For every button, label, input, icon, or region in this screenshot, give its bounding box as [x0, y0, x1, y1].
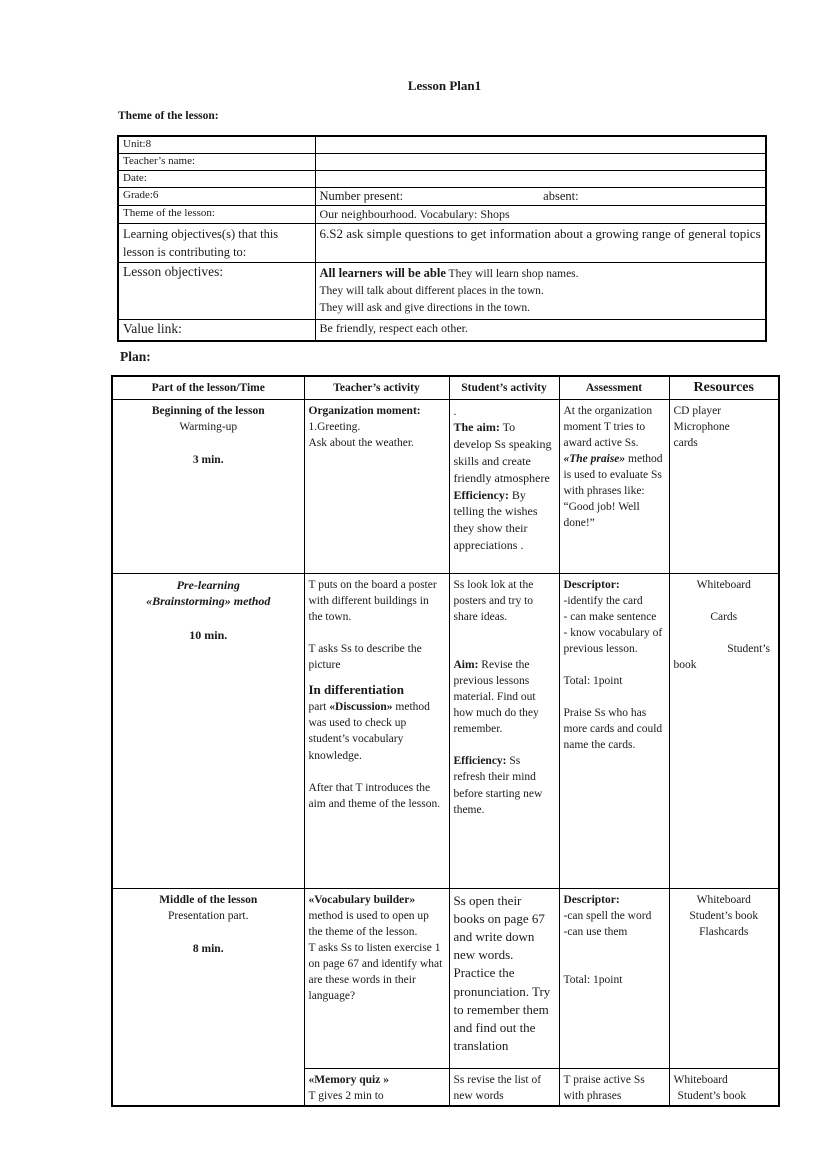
row1-part-subtitle: Warming-up — [179, 420, 238, 433]
row1-student-efficiency-text: By telling the wishes they show their appreciations . — [453, 487, 538, 552]
row2-teacher-cell — [304, 573, 449, 888]
resource-item: Whiteboard — [696, 578, 751, 591]
header-assessment: Assessment — [559, 376, 669, 399]
row2-part-cell — [112, 573, 304, 888]
info-row-lesson-objectives — [118, 262, 766, 319]
info-row-grade — [118, 187, 766, 205]
row3-teacher-p1-text: method is used to open up the theme of the lesson. — [308, 909, 429, 938]
plan-heading: Plan: — [120, 349, 151, 364]
lesson-objectives-value — [315, 262, 766, 319]
row1-student-efficiency — [454, 487, 555, 554]
row4-student-p1: Ss revise the list of new words — [453, 1073, 542, 1102]
learning-objectives-label: Learning objectives(s) that this lesson is contributing to: — [118, 223, 315, 262]
teacher-name-value — [315, 153, 766, 170]
row1-teacher-line: 1.Greeting. — [308, 420, 361, 433]
date-label: Date: — [118, 170, 315, 187]
learning-objectives-value: 6.S2 ask simple questions to get information about a growing range of general topics — [315, 223, 766, 262]
row2-resources-cell — [669, 573, 779, 888]
row1-assessment-cell — [559, 399, 669, 573]
row3-teacher-method: «Vocabulary builder» — [308, 893, 416, 906]
row2-teacher-p4: After that T introduces the aim and theme of the lesson. — [308, 781, 441, 810]
row1-part-time: 3 min. — [192, 453, 224, 466]
row2-student-cell — [449, 573, 559, 888]
row4-student-cell — [449, 1068, 559, 1106]
row3-student-p1: Ss open their books on page 67 and write down new words. Practice the pronunciation. Try to remember them and find out the translation — [453, 892, 551, 1054]
row1-assessment-p1: At the organization moment T tries to award active Ss. — [563, 404, 653, 449]
lesson-info-table — [117, 135, 767, 342]
row1-assessment-praise: «The praise» — [563, 452, 626, 465]
row2-part-time: 10 min. — [189, 628, 228, 643]
info-row-unit — [118, 136, 766, 153]
plan-header-row — [112, 376, 779, 399]
row2-teacher-discussion: «Discussion» — [329, 701, 393, 714]
resource-item: Flashcards — [699, 925, 749, 938]
theme-heading: Theme of the lesson: — [118, 110, 219, 122]
row1-part-cell — [112, 399, 304, 573]
plan-row-beginning — [112, 399, 779, 573]
theme-label: Theme of the lesson: — [118, 205, 315, 223]
info-row-learning-objectives — [118, 223, 766, 262]
row2-teacher-p3a: part — [308, 701, 327, 714]
row4-teacher-cell — [304, 1068, 449, 1106]
unit-value — [315, 136, 766, 153]
header-resources: Resources — [669, 376, 779, 399]
row2-assessment-criterion: - can make sentence — [563, 610, 657, 623]
value-link-value: Be friendly, respect each other. — [315, 319, 766, 341]
row1-teacher-cell — [304, 399, 449, 573]
row4-teacher-method: «Memory quiz » — [308, 1073, 389, 1086]
row2-part-method: «Brainstorming» method — [146, 594, 271, 609]
resource-item: Student’s — [727, 642, 770, 655]
row3-part-title: Middle of the lesson — [159, 893, 258, 906]
row1-teacher-heading: Organization moment: — [308, 404, 421, 417]
info-row-value-link — [118, 319, 766, 341]
row2-assessment-total: Total: 1point — [563, 675, 623, 688]
header-student-activity: Student’s activity — [449, 376, 559, 399]
info-row-theme — [118, 205, 766, 223]
row1-student-aim-text: To develop Ss speaking skills and create friendly atmosphere — [453, 420, 552, 485]
resource-item: Cards — [710, 610, 738, 623]
row3-part-cell — [112, 888, 304, 1106]
lesson-objectives-label: Lesson objectives: — [118, 262, 315, 319]
row2-teacher-p3b: method was used to check up student’s vocabulary knowledge. — [308, 701, 430, 762]
row3-teacher-cell — [304, 888, 449, 1068]
row3-part-subtitle: Presentation part. — [168, 909, 249, 922]
row1-student-efficiency-label: Efficiency: — [453, 487, 509, 502]
row2-assessment-descriptor: Descriptor: — [563, 578, 620, 591]
info-row-teacher — [118, 153, 766, 170]
row2-student-efficiency — [454, 753, 555, 817]
row3-assessment-criterion: -can use them — [563, 925, 628, 938]
row2-student-aim — [454, 657, 555, 737]
resource-item: Whiteboard — [673, 1073, 728, 1086]
row1-teacher-line: Ask about the weather. — [308, 436, 414, 449]
row3-student-cell — [449, 888, 559, 1068]
page-title: Lesson Plan1 — [407, 78, 482, 93]
header-part-of-lesson: Part of the lesson/Time — [112, 376, 304, 399]
row2-assessment-cell — [559, 573, 669, 888]
info-row-date — [118, 170, 766, 187]
resource-item: Whiteboard — [696, 893, 751, 906]
row4-assessment-cell — [559, 1068, 669, 1106]
row2-student-efficiency-text: Ss refresh their mind before starting new theme. — [453, 755, 543, 816]
row2-assessment-praise: Praise Ss who has more cards and could name the cards. — [563, 707, 663, 752]
row1-resources-cell — [669, 399, 779, 573]
lesson-objective-line: They will ask and give directions in the town. — [319, 302, 530, 315]
teacher-name-label: Teacher’s name: — [118, 153, 315, 170]
row2-student-aim-text: Revise the previous lessons material. Find out how much do they remember. — [453, 658, 539, 736]
row1-student-aim-label: The aim: — [453, 420, 500, 435]
plan-row-pre-learning — [112, 573, 779, 888]
row2-teacher-p3 — [309, 699, 445, 763]
row3-assessment-cell — [559, 888, 669, 1068]
unit-label: Unit:8 — [118, 136, 315, 153]
row3-teacher-p2: T asks Ss to listen exercise 1 on page 67 and identify what are these words in their language? — [308, 941, 443, 1003]
row2-teacher-differentiation: In differentiation — [308, 682, 404, 698]
row3-teacher-p1 — [309, 892, 445, 940]
plan-row-middle — [112, 888, 779, 1068]
row2-student-aim-label: Aim: — [453, 658, 479, 671]
lesson-objective-line: They will talk about different places in the town. — [319, 285, 544, 297]
lesson-objective-line — [320, 264, 762, 283]
row1-student-dot: . — [453, 403, 457, 418]
resource-item: CD player — [673, 404, 722, 417]
date-value — [315, 170, 766, 187]
value-link-label: Value link: — [118, 319, 315, 341]
row1-assessment-p2: method is used to evaluate Ss with phrases like: “Good job! Well done!” — [563, 452, 663, 530]
resource-item: Microphone — [673, 420, 730, 433]
grade-label: Grade:6 — [118, 187, 315, 205]
row1-part-title: Beginning of the lesson — [151, 404, 265, 417]
row2-assessment-criterion: -identify the card — [563, 594, 643, 607]
row2-part-title: Pre-learning — [176, 577, 240, 592]
row2-student-efficiency-label: Efficiency: — [453, 755, 507, 768]
row3-resources-cell — [669, 888, 779, 1068]
theme-value: Our neighbourhood. Vocabulary: Shops — [315, 205, 766, 223]
row1-assessment-text — [564, 403, 665, 532]
resource-item: Student’s book — [677, 1089, 747, 1102]
absent-label: absent: — [543, 188, 579, 203]
attendance-cell — [315, 187, 766, 205]
row2-student-p1: Ss look lok at the posters and try to share ideas. — [453, 578, 534, 623]
lesson-objective-text: They will learn shop names. — [448, 267, 579, 280]
plan-table — [111, 375, 780, 1107]
row2-teacher-p1: T puts on the board a poster with different buildings in the town. — [308, 578, 437, 623]
lesson-objective-bold: All learners will be able — [319, 265, 446, 280]
row1-student-cell — [449, 399, 559, 573]
row3-assessment-descriptor: Descriptor: — [563, 893, 620, 906]
resource-item: cards — [673, 436, 698, 449]
header-teacher-activity: Teacher’s activity — [304, 376, 449, 399]
row2-assessment-criterion: - know vocabulary of previous lesson. — [563, 626, 663, 655]
number-present-label: Number present: — [319, 188, 404, 203]
row4-assessment-p1: T praise active Ss with phrases — [563, 1073, 645, 1102]
row2-teacher-p2: T asks Ss to describe the picture — [308, 642, 422, 671]
row3-part-time: 8 min. — [192, 942, 224, 955]
row4-teacher-p1: T gives 2 min to — [308, 1089, 384, 1102]
row3-assessment-criterion: -can spell the word — [563, 909, 652, 922]
resource-item: book — [673, 658, 697, 671]
row3-assessment-total: Total: 1point — [563, 973, 623, 986]
resource-item: Student’s book — [689, 909, 759, 922]
row1-student-aim — [454, 419, 555, 486]
row4-resources-cell — [669, 1068, 779, 1106]
